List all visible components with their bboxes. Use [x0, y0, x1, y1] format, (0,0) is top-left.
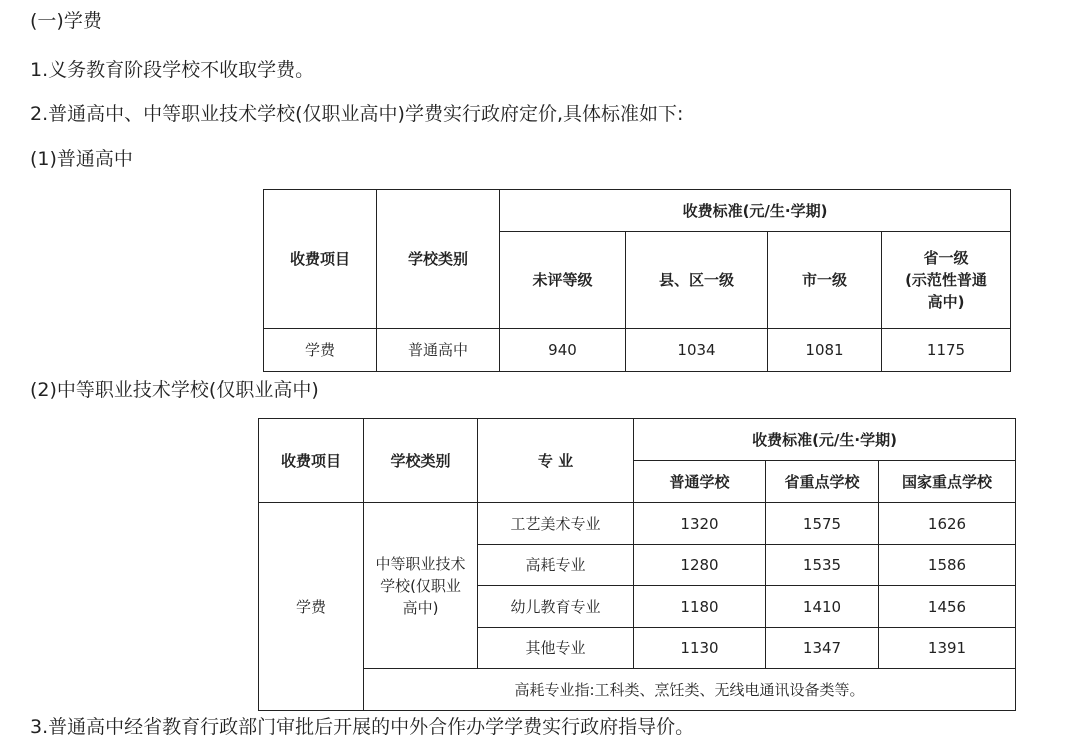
cell-value: 1391: [879, 628, 1016, 669]
general-high-school-fee-table: [263, 189, 1011, 372]
vocational-school-fee-table: [258, 418, 1016, 711]
cell-school-type: [364, 503, 478, 669]
cell-value: 1175: [882, 329, 1011, 372]
cell-value: 1130: [634, 628, 766, 669]
header-fee-item: 收费项目: [259, 419, 364, 503]
header-fee-item: 收费项目: [264, 190, 377, 329]
cell-value: 1626: [879, 503, 1016, 545]
school-type-line2: 学校(仅职业: [380, 576, 461, 595]
header-level-national-key: 国家重点学校: [879, 461, 1016, 503]
cell-value: 940: [500, 329, 626, 372]
header-grade-province: [882, 232, 1011, 329]
header-grade-county: 县、区一级: [626, 232, 768, 329]
cell-major: 高耗专业: [478, 545, 634, 586]
header-school-type: 学校类别: [377, 190, 500, 329]
grade-province-label: 省一级: [923, 249, 969, 267]
header-fee-standard: 收费标准(元/生·学期): [634, 419, 1016, 461]
header-grade-city: 市一级: [768, 232, 882, 329]
subheading-vocational-school: (2)中等职业技术学校(仅职业高中): [30, 379, 319, 401]
paragraph-item-1: 1.义务教育阶段学校不收取学费。: [30, 59, 315, 81]
header-school-type: 学校类别: [364, 419, 478, 503]
table-row: [259, 503, 1016, 545]
cell-major: 工艺美术专业: [478, 503, 634, 545]
school-type-line3: 高中): [402, 598, 439, 617]
school-type-line1: 中等职业技术: [375, 554, 466, 573]
cell-major: 其他专业: [478, 628, 634, 669]
table-note: 高耗专业指:工科类、烹饪类、无线电通讯设备类等。: [364, 669, 1016, 711]
cell-school-type: 普通高中: [377, 329, 500, 372]
paragraph-item-3: 3.普通高中经省教育行政部门审批后开展的中外合作办学学费实行政府指导价。: [30, 716, 695, 738]
cell-value: 1410: [766, 586, 879, 628]
header-level-provincial-key: 省重点学校: [766, 461, 879, 503]
grade-province-note-line2: 高中): [927, 293, 965, 311]
cell-major: 幼儿教育专业: [478, 586, 634, 628]
header-major: 专 业: [478, 419, 634, 503]
cell-value: 1034: [626, 329, 768, 372]
cell-fee-item: 学费: [264, 329, 377, 372]
header-grade-unrated: 未评等级: [500, 232, 626, 329]
cell-value: 1081: [768, 329, 882, 372]
cell-value: 1347: [766, 628, 879, 669]
cell-value: 1586: [879, 545, 1016, 586]
header-level-regular: 普通学校: [634, 461, 766, 503]
header-fee-standard: 收费标准(元/生·学期): [500, 190, 1011, 232]
cell-value: 1456: [879, 586, 1016, 628]
cell-fee-item: 学费: [259, 503, 364, 711]
section-title: (一)学费: [30, 10, 102, 32]
cell-value: 1535: [766, 545, 879, 586]
cell-value: 1280: [634, 545, 766, 586]
cell-value: 1575: [766, 503, 879, 545]
cell-value: 1180: [634, 586, 766, 628]
table-row: [259, 669, 1016, 711]
paragraph-item-2: 2.普通高中、中等职业技术学校(仅职业高中)学费实行政府定价,具体标准如下:: [30, 103, 684, 125]
cell-value: 1320: [634, 503, 766, 545]
table-row: [264, 329, 1011, 372]
grade-province-note-line1: (示范性普通: [905, 271, 987, 289]
subheading-general-high-school: (1)普通高中: [30, 148, 133, 170]
